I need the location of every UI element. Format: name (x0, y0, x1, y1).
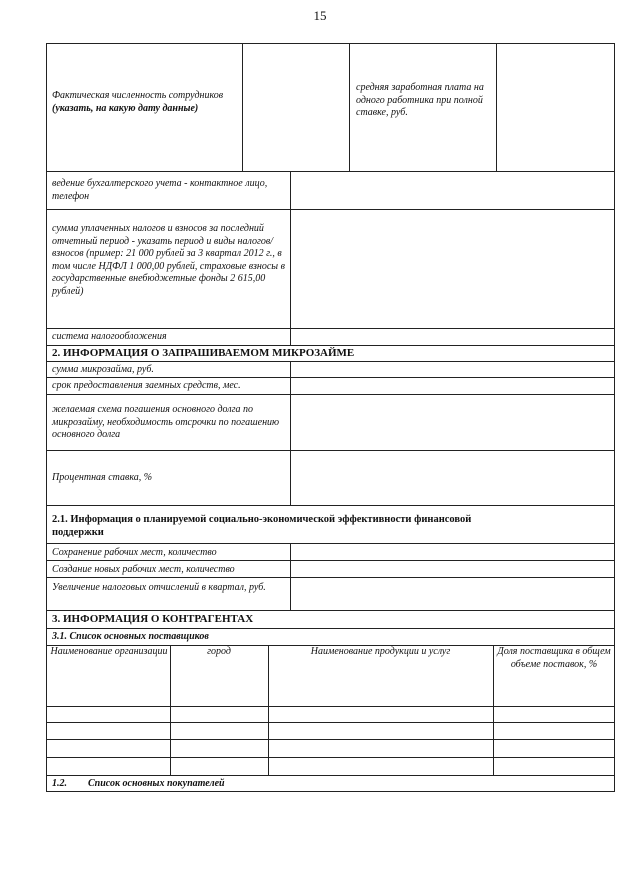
loan-term-label: срок предоставления заемных средств, мес. (52, 380, 241, 391)
table-row-line (46, 775, 615, 776)
table-row-line (46, 560, 615, 561)
table-divider (242, 43, 243, 171)
buyers-list-title: Список основных покупателей (88, 778, 225, 789)
table-row-line (46, 505, 615, 506)
table-row-line (46, 722, 615, 723)
table-row-line (46, 757, 615, 758)
table-row-line (46, 361, 615, 362)
repayment-scheme-label: желаемая схема погашения основного долга по микрозайму, необходимость отсрочки по погашению основного долга (52, 404, 280, 440)
col-header-supplier-share: Доля поставщика в общем объеме поставок, % (497, 646, 611, 670)
table-row-line (46, 450, 615, 451)
table-row-line (46, 543, 615, 544)
table-row-line (46, 209, 615, 210)
page-number: 15 (313, 8, 327, 23)
table-row-line (46, 394, 615, 395)
table-row-line (46, 377, 615, 378)
table-border-left (46, 43, 47, 792)
col-header-org-name: Наименование организации (50, 646, 168, 657)
buyers-list-number: 1.2. (52, 778, 67, 789)
table-row-line (46, 610, 615, 611)
table-row-line (46, 628, 615, 629)
table-divider (290, 171, 291, 345)
table-divider (496, 43, 497, 171)
table-divider (170, 645, 171, 775)
staff-count-label: Фактическая численность сотрудников (указать, на какую дату данные) (52, 90, 224, 114)
table-divider (290, 543, 291, 610)
jobs-created-label: Создание новых рабочих мест, количество (52, 564, 235, 575)
interest-rate-label: Процентная ставка, % (52, 472, 153, 483)
jobs-kept-label: Сохранение рабочих мест, количество (52, 547, 217, 558)
section-3-title: 3. ИНФОРМАЦИЯ О КОНТРАГЕНТАХ (52, 613, 254, 625)
tax-increase-label: Увеличение налоговых отчислений в квартал, руб. (52, 582, 266, 593)
table-border-bottom (46, 791, 615, 792)
table-divider (349, 43, 350, 171)
section-2-title: 2. ИНФОРМАЦИЯ О ЗАПРАШИВАЕМОМ МИКРОЗАЙМЕ (52, 347, 355, 359)
table-divider (290, 361, 291, 505)
tax-system-label: система налогообложения (52, 331, 167, 342)
col-header-city: город (207, 646, 231, 657)
section-2-1-title: 2.1. Информация о планируемой социально-экономической эффективности финансовой поддержки (52, 514, 472, 538)
accounting-contact-label: ведение бухгалтерского учета - контактное лицо, телефон (52, 178, 268, 202)
table-row-line (46, 577, 615, 578)
table-row-line (46, 171, 615, 172)
table-border-top (46, 43, 615, 44)
loan-amount-label: сумма микрозайма, руб. (52, 364, 154, 375)
table-row-line (46, 739, 615, 740)
table-border-right (614, 43, 615, 792)
col-header-products: Наименование продукции и услуг (310, 646, 451, 657)
table-row-line (46, 345, 615, 346)
table-divider (268, 645, 269, 775)
table-row-line (46, 706, 615, 707)
suppliers-list-title: 3.1. Список основных поставщиков (52, 631, 209, 642)
taxes-paid-label: сумма уплаченных налогов и взносов за последний отчетный период - указать период и виды налогов/взносов (пример: 21 000 рублей за 3 квартал 2012 г., в том числе НДФЛ 1 000,00 рублей, страховые взносы в государственные внебюджетные фонды 2 615,00 рублей) (52, 223, 285, 297)
table-row-line (46, 328, 615, 329)
avg-salary-label: средняя заработная плата на одного работника при полной ставке, руб. (356, 82, 484, 118)
table-divider (493, 645, 494, 775)
